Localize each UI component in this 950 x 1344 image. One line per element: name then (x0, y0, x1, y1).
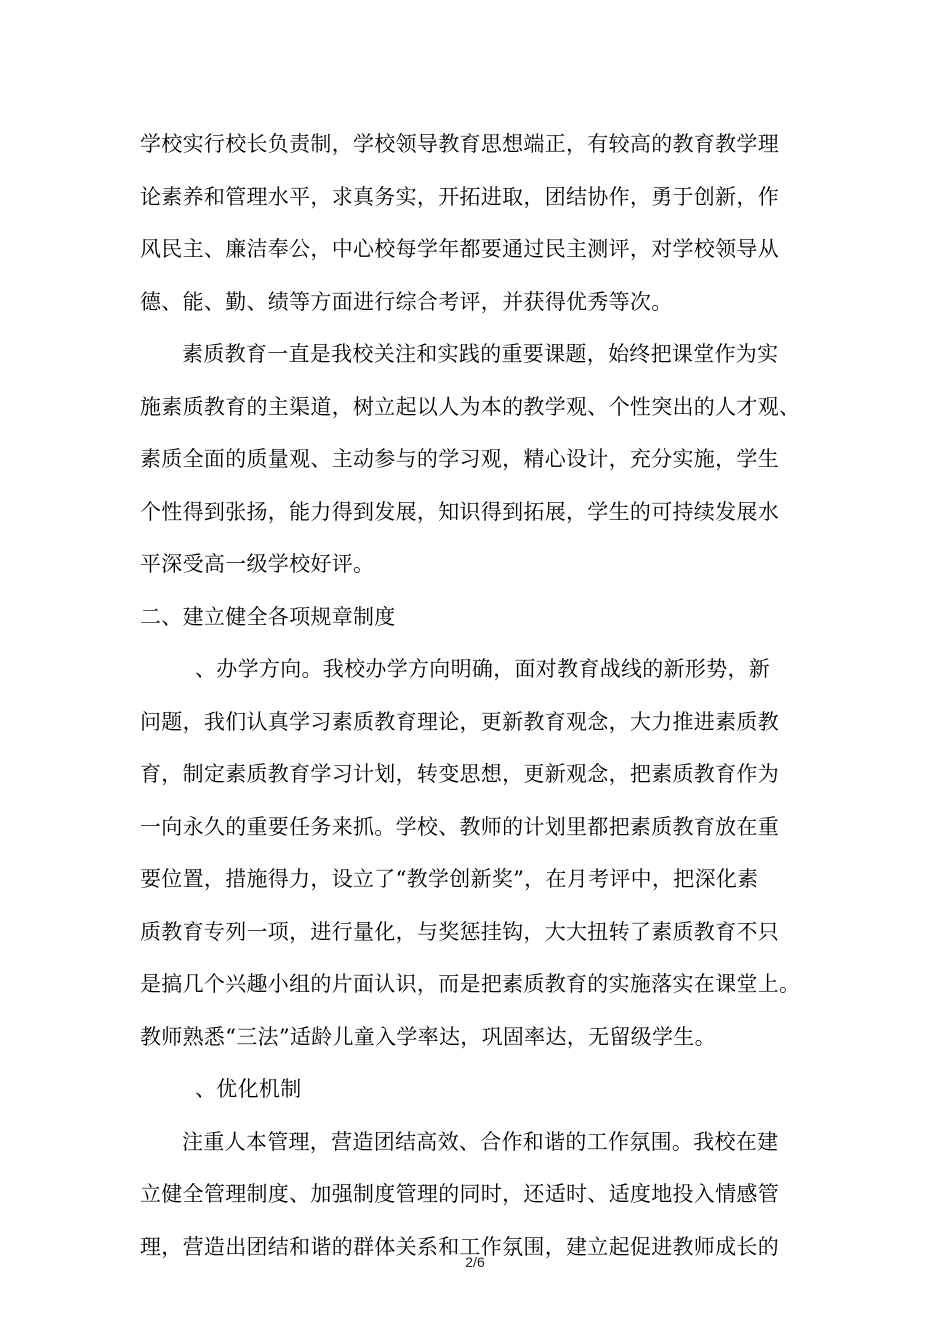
text-line: 注重人本管理，营造团结高效、合作和谐的工作氛围。我校在建 (182, 1129, 779, 1154)
text-line: 质教育专列一项，进行量化，与奖惩挂钩，大大扭转了素质教育不只 (140, 919, 779, 944)
text-line: 、办学方向。我校办学方向明确，面对教育战线的新形势，新 (195, 657, 771, 681)
text-line: 平深受高一级学校好评。 (140, 552, 375, 576)
text-line: 是搞几个兴趣小组的片面认识，而是把素质教育的实施落实在课堂上。 (140, 972, 801, 996)
text-line: 德、能、勤、绩等方面进行综合考评，并获得优秀等次。 (140, 289, 673, 314)
section-heading: 二、建立健全各项规章制度 (140, 604, 396, 629)
text-line: 素质全面的质量观、主动参与的学习观，精心设计，充分实施，学生 (140, 447, 779, 471)
text-line: 问题，我们认真学习素质教育理论，更新教育观念，大力推进素质教 (140, 709, 779, 734)
text-line: 学校实行校长负责制，学校领导教育思想端正，有较高的教育教学理 (140, 132, 779, 156)
text-line: 教师熟悉“三法”适龄儿童入学率达，巩固率达，无留级学生。 (140, 1024, 716, 1049)
text-line: 个性得到张扬，能力得到发展，知识得到拓展，学生的可持续发展水 (140, 499, 779, 524)
text-line: 要位置，措施得力，设立了“教学创新奖”，在月考评中，把深化素 (140, 867, 759, 891)
text-line: 理，营造出团结和谐的群体关系和工作氛围，建立起促进教师成长的 (140, 1234, 779, 1259)
subsection-heading: 、优化机制 (195, 1077, 302, 1101)
text-line: 立健全管理制度、加强制度管理的同时，还适时、适度地投入情感管 (140, 1182, 779, 1206)
page-number: 2/6 (465, 1254, 485, 1270)
text-line: 论素养和管理水平，求真务实，开拓进取，团结协作，勇于创新，作 (140, 184, 779, 209)
text-line: 风民主、廉洁奉公，中心校每学年都要通过民主测评，对学校领导从 (140, 237, 779, 261)
document-body (140, 118, 830, 1273)
text-line: 施素质教育的主渠道，树立起以人为本的教学观、个性突出的人才观、 (140, 394, 801, 419)
text-line: 一向永久的重要任务来抓。学校、教师的计划里都把素质教育放在重 (140, 814, 779, 839)
text-line: 育，制定素质教育学习计划，转变思想，更新观念，把素质教育作为 (140, 762, 779, 786)
text-line: 素质教育一直是我校关注和实践的重要课题，始终把课堂作为实 (182, 342, 779, 366)
